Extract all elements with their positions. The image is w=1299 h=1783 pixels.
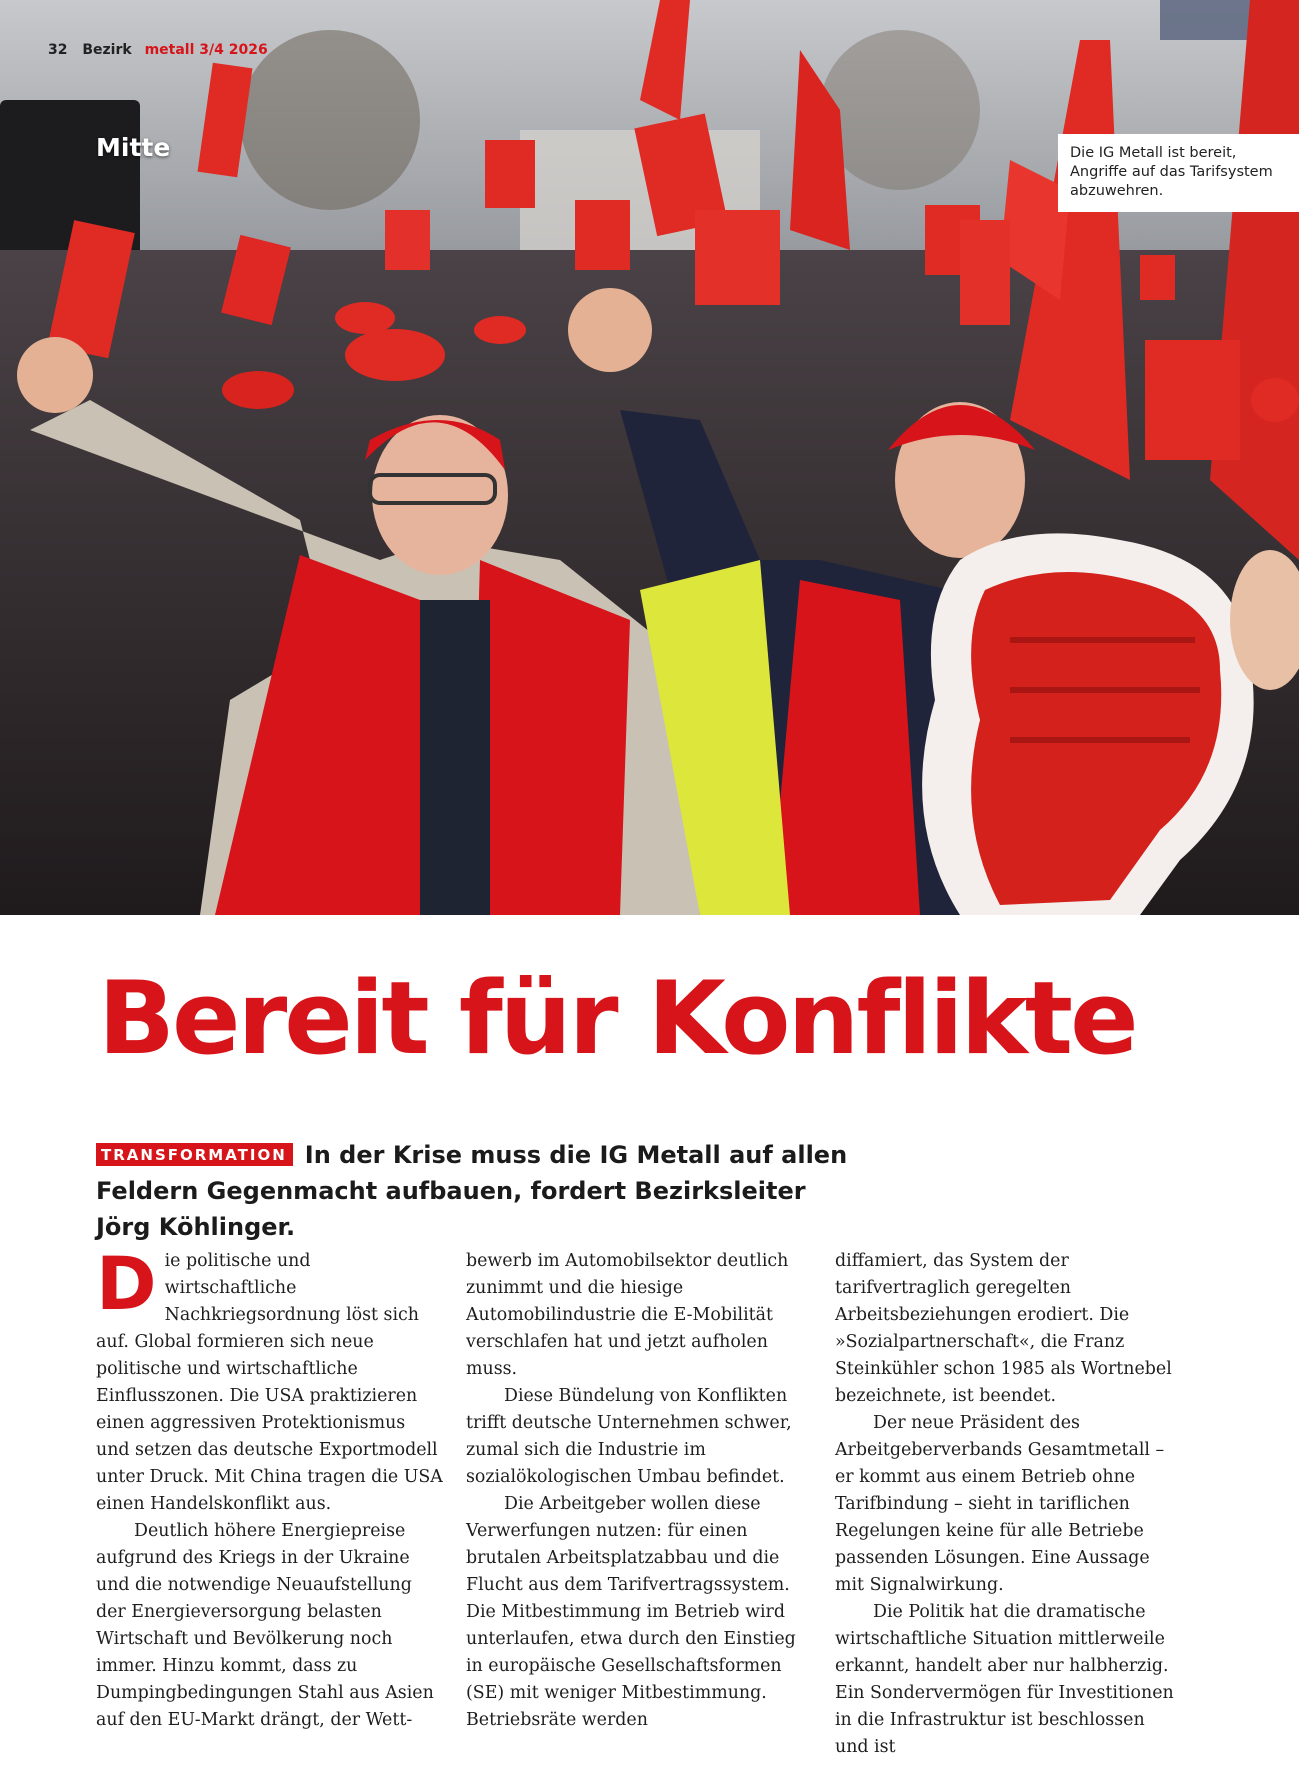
paragraph: Die Arbeitgeber wollen diese Verwerfungen nutzen: für einen brutalen Arbeitsplatzabbau und die Flucht aus dem Tarifvertragssystem. Die Mitbestimmung im Betrieb wird unterlaufen, etwa durch den Einstieg in europäische Gesellschaftsformen (SE) mit weniger Mitbestimmung. Betriebsräte werden xyxy=(466,1494,796,1730)
headline: Bereit für Konflikte xyxy=(98,959,1136,1077)
column-3 xyxy=(835,1248,1183,1761)
intro xyxy=(96,1137,856,1245)
paragraph: Die Politik hat die dramatische wirtschaftliche Situation mittlerweile erkannt, handelt aber nur halbherzig. Ein Sondervermögen für Investitionen in die Infrastruktur ist beschlossen und ist xyxy=(835,1602,1174,1757)
intro-text: In der Krise muss die IG Metall auf allen Feldern Gegenmacht aufbauen, fordert Bezirksleiter Jörg Köhlinger. xyxy=(96,1141,848,1241)
paragraph: bewerb im Automobilsektor deutlich zunimmt und die hiesige Automobilindustrie die E-Mobilität verschlafen hat und jetzt aufholen muss. xyxy=(466,1251,789,1379)
kicker-badge: TRANSFORMATION xyxy=(96,1143,293,1166)
dropcap: D xyxy=(96,1242,157,1327)
magazine-issue: metall 3/4 2026 xyxy=(144,42,268,58)
running-head xyxy=(48,42,268,58)
paragraph: diffamiert, das System der tarifvertraglich geregelten Arbeitsbeziehungen erodiert. Die »Sozialpartnerschaft«, die Franz Steinkühler schon 1985 als Wortnebel bezeichnete, ist beendet. xyxy=(835,1251,1172,1406)
column-2 xyxy=(466,1248,814,1734)
paragraph: Der neue Präsident des Arbeitgeberverbands Gesamtmetall – er kommt aus einem Betrieb ohne Tarifbindung – sieht in tariflichen Regelungen keine für alle Betriebe passenden Lösungen. Eine Aussage mit Signalwirkung. xyxy=(835,1413,1165,1595)
page-number: 32 xyxy=(48,42,68,58)
paragraph: Diese Bündelung von Konflikten trifft deutsche Unternehmen schwer, zumal sich die Industrie im sozialökologischen Umbau befindet. xyxy=(466,1386,792,1487)
region-label: Mitte xyxy=(96,133,171,162)
photo-caption: Die IG Metall ist bereit, Angriffe auf das Tarifsystem abzuwehren. xyxy=(1058,134,1299,212)
section-name: Bezirk xyxy=(82,42,132,58)
paragraph: Deutlich höhere Energiepreise aufgrund des Kriegs in der Ukraine und die notwendige Neuaufstellung der Energieversorgung belasten Wirtschaft und Bevölkerung noch immer. Hinzu kommt, dass zu Dumpingbedingungen Stahl aus Asien auf den EU-Markt drängt, der Wett- xyxy=(96,1521,434,1730)
paragraph: ie politische und wirtschaftliche Nachkriegsordnung löst sich auf. Global formieren sich neue politische und wirtschaftliche Einflusszonen. Die USA praktizieren einen aggressiven Protektionismus und setzen das deutsche Exportmodell unter Druck. Mit China tragen die USA einen Handelskonflikt aus. xyxy=(96,1251,443,1514)
column-1 xyxy=(96,1242,444,1734)
